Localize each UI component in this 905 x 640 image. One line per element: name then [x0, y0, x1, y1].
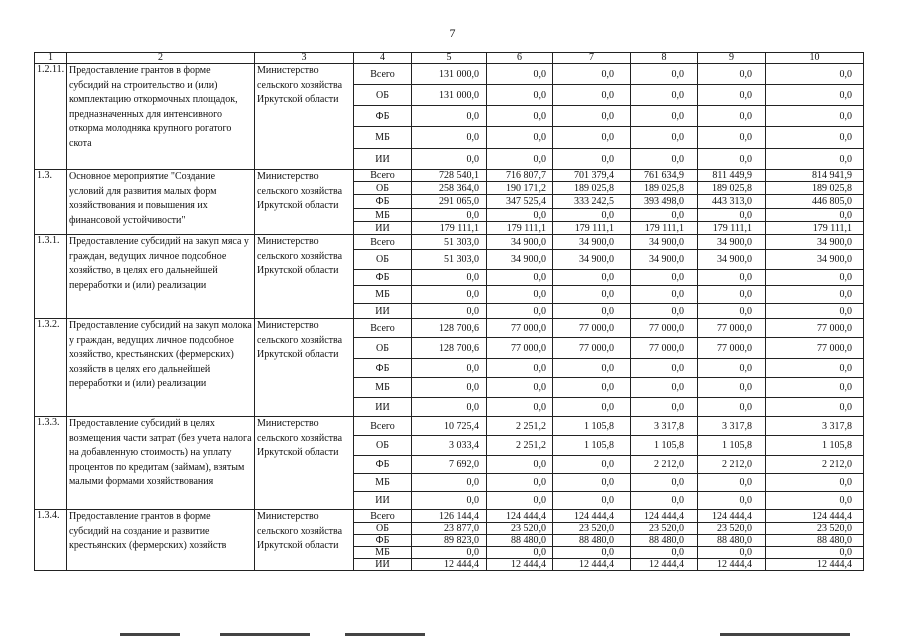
- scan-artifact: [120, 633, 180, 636]
- amount-cell: 51 303,0: [412, 235, 487, 250]
- amount-cell: 3 317,8: [766, 417, 864, 436]
- funding-source: ИИ: [354, 149, 412, 170]
- funding-source: ОБ: [354, 182, 412, 195]
- table-row: [35, 170, 864, 182]
- amount-cell: 0,0: [553, 378, 631, 398]
- amount-cell: 0,0: [698, 270, 766, 286]
- amount-cell: 0,0: [553, 359, 631, 378]
- measure-description: Предоставление грантов в форме субсидий на строительство и (или) комплектацию откормочных площадок, предназначенных для интенсивного откорма молодняка крупного рогатого скота: [67, 64, 255, 170]
- funding-source: Всего: [354, 64, 412, 85]
- amount-cell: 77 000,0: [631, 338, 698, 359]
- amount-cell: 0,0: [487, 209, 553, 222]
- amount-cell: 728 540,1: [412, 170, 487, 182]
- amount-cell: 0,0: [553, 270, 631, 286]
- column-header: 4: [354, 53, 412, 64]
- amount-cell: 189 025,8: [698, 182, 766, 195]
- amount-cell: 0,0: [412, 492, 487, 510]
- amount-cell: 0,0: [412, 270, 487, 286]
- funding-source: ИИ: [354, 304, 412, 319]
- amount-cell: 716 807,7: [487, 170, 553, 182]
- funding-source: ОБ: [354, 436, 412, 456]
- page-number: 7: [449, 26, 456, 40]
- scan-artifact: [345, 633, 425, 636]
- amount-cell: 291 065,0: [412, 195, 487, 209]
- amount-cell: 0,0: [412, 106, 487, 127]
- amount-cell: 12 444,4: [553, 559, 631, 571]
- amount-cell: 1 105,8: [631, 436, 698, 456]
- item-number: 1.3.2.: [35, 319, 67, 417]
- amount-cell: 761 634,9: [631, 170, 698, 182]
- amount-cell: 0,0: [766, 127, 864, 149]
- amount-cell: 0,0: [698, 85, 766, 106]
- amount-cell: 131 000,0: [412, 64, 487, 85]
- amount-cell: 51 303,0: [412, 250, 487, 270]
- amount-cell: 0,0: [487, 456, 553, 474]
- funding-source: ФБ: [354, 195, 412, 209]
- amount-cell: 0,0: [553, 456, 631, 474]
- funding-source: ФБ: [354, 106, 412, 127]
- amount-cell: 0,0: [412, 304, 487, 319]
- amount-cell: 1 105,8: [766, 436, 864, 456]
- responsible-executor: Министерство сельского хозяйства Иркутской области: [255, 510, 354, 571]
- amount-cell: 0,0: [698, 149, 766, 170]
- amount-cell: 0,0: [487, 304, 553, 319]
- amount-cell: 0,0: [631, 149, 698, 170]
- amount-cell: 0,0: [412, 286, 487, 304]
- amount-cell: 0,0: [698, 474, 766, 492]
- amount-cell: 23 520,0: [631, 523, 698, 535]
- amount-cell: 34 900,0: [487, 235, 553, 250]
- amount-cell: 34 900,0: [631, 235, 698, 250]
- amount-cell: 88 480,0: [487, 535, 553, 547]
- amount-cell: 12 444,4: [487, 559, 553, 571]
- amount-cell: 124 444,4: [766, 510, 864, 523]
- amount-cell: 88 480,0: [698, 535, 766, 547]
- column-header: 2: [67, 53, 255, 64]
- amount-cell: 0,0: [487, 492, 553, 510]
- funding-source: Всего: [354, 235, 412, 250]
- amount-cell: 0,0: [553, 492, 631, 510]
- column-header: 10: [766, 53, 864, 64]
- amount-cell: 88 480,0: [631, 535, 698, 547]
- amount-cell: 179 111,1: [487, 222, 553, 235]
- amount-cell: 333 242,5: [553, 195, 631, 209]
- amount-cell: 811 449,9: [698, 170, 766, 182]
- amount-cell: 0,0: [553, 106, 631, 127]
- table-row: [35, 235, 864, 250]
- amount-cell: 0,0: [631, 398, 698, 417]
- amount-cell: 2 251,2: [487, 436, 553, 456]
- responsible-executor: Министерство сельского хозяйства Иркутской области: [255, 319, 354, 417]
- scan-artifact: [720, 633, 850, 636]
- amount-cell: 179 111,1: [766, 222, 864, 235]
- measure-description: Основное мероприятие "Создание условий для развития малых форм хозяйствования и повышения их финансовой устойчивости": [67, 170, 255, 235]
- item-number: 1.3.3.: [35, 417, 67, 510]
- amount-cell: 190 171,2: [487, 182, 553, 195]
- amount-cell: 0,0: [412, 127, 487, 149]
- funding-source: Всего: [354, 319, 412, 338]
- funding-source: Всего: [354, 510, 412, 523]
- funding-source: ИИ: [354, 559, 412, 571]
- amount-cell: 0,0: [412, 378, 487, 398]
- amount-cell: 0,0: [698, 64, 766, 85]
- amount-cell: 0,0: [631, 209, 698, 222]
- amount-cell: 3 317,8: [698, 417, 766, 436]
- amount-cell: 0,0: [698, 304, 766, 319]
- column-header: 9: [698, 53, 766, 64]
- amount-cell: 0,0: [766, 149, 864, 170]
- funding-source: ОБ: [354, 250, 412, 270]
- amount-cell: 0,0: [631, 106, 698, 127]
- amount-cell: 0,0: [487, 398, 553, 417]
- amount-cell: 0,0: [698, 492, 766, 510]
- amount-cell: 34 900,0: [766, 235, 864, 250]
- amount-cell: 814 941,9: [766, 170, 864, 182]
- column-header: 7: [553, 53, 631, 64]
- funding-source: МБ: [354, 127, 412, 149]
- amount-cell: 77 000,0: [487, 319, 553, 338]
- amount-cell: 0,0: [553, 64, 631, 85]
- amount-cell: 124 444,4: [698, 510, 766, 523]
- amount-cell: 12 444,4: [698, 559, 766, 571]
- funding-source: МБ: [354, 286, 412, 304]
- funding-source: ФБ: [354, 270, 412, 286]
- amount-cell: 34 900,0: [487, 250, 553, 270]
- amount-cell: 0,0: [766, 398, 864, 417]
- amount-cell: 34 900,0: [698, 235, 766, 250]
- amount-cell: 0,0: [631, 85, 698, 106]
- column-header-row: [35, 53, 864, 64]
- amount-cell: 77 000,0: [553, 338, 631, 359]
- funding-source: МБ: [354, 209, 412, 222]
- amount-cell: 12 444,4: [766, 559, 864, 571]
- amount-cell: 128 700,6: [412, 338, 487, 359]
- amount-cell: 124 444,4: [553, 510, 631, 523]
- amount-cell: 3 317,8: [631, 417, 698, 436]
- amount-cell: 179 111,1: [631, 222, 698, 235]
- table-row: [35, 64, 864, 85]
- column-header: 8: [631, 53, 698, 64]
- amount-cell: 0,0: [412, 149, 487, 170]
- amount-cell: 126 144,4: [412, 510, 487, 523]
- amount-cell: 34 900,0: [766, 250, 864, 270]
- amount-cell: 77 000,0: [553, 319, 631, 338]
- amount-cell: 88 480,0: [553, 535, 631, 547]
- amount-cell: 0,0: [487, 149, 553, 170]
- column-header: 3: [255, 53, 354, 64]
- amount-cell: 0,0: [631, 304, 698, 319]
- amount-cell: 179 111,1: [698, 222, 766, 235]
- amount-cell: 77 000,0: [766, 319, 864, 338]
- amount-cell: 2 212,0: [766, 456, 864, 474]
- amount-cell: 0,0: [553, 474, 631, 492]
- amount-cell: 7 692,0: [412, 456, 487, 474]
- amount-cell: 23 520,0: [766, 523, 864, 535]
- item-number: 1.3.4.: [35, 510, 67, 571]
- amount-cell: 0,0: [631, 378, 698, 398]
- amount-cell: 34 900,0: [553, 235, 631, 250]
- amount-cell: 0,0: [766, 304, 864, 319]
- funding-source: ОБ: [354, 523, 412, 535]
- amount-cell: 77 000,0: [698, 319, 766, 338]
- amount-cell: 77 000,0: [766, 338, 864, 359]
- amount-cell: 10 725,4: [412, 417, 487, 436]
- amount-cell: 0,0: [631, 64, 698, 85]
- table-body: [35, 53, 864, 571]
- amount-cell: 393 498,0: [631, 195, 698, 209]
- funding-source: ФБ: [354, 535, 412, 547]
- amount-cell: 0,0: [698, 106, 766, 127]
- amount-cell: 0,0: [766, 64, 864, 85]
- amount-cell: 443 313,0: [698, 195, 766, 209]
- responsible-executor: Министерство сельского хозяйства Иркутской области: [255, 235, 354, 319]
- measure-description: Предоставление субсидий в целях возмещения части затрат (без учета налога на добавленную стоимость) на уплату процентов по кредитам (займам), взятым малыми формами хозяйствования: [67, 417, 255, 510]
- funding-source: ИИ: [354, 492, 412, 510]
- column-header: 6: [487, 53, 553, 64]
- amount-cell: 0,0: [487, 270, 553, 286]
- amount-cell: 34 900,0: [553, 250, 631, 270]
- amount-cell: 23 520,0: [487, 523, 553, 535]
- column-header: 5: [412, 53, 487, 64]
- amount-cell: 0,0: [553, 149, 631, 170]
- amount-cell: 0,0: [766, 85, 864, 106]
- funding-source: МБ: [354, 378, 412, 398]
- amount-cell: 0,0: [553, 209, 631, 222]
- amount-cell: 258 364,0: [412, 182, 487, 195]
- amount-cell: 128 700,6: [412, 319, 487, 338]
- item-number: 1.3.: [35, 170, 67, 235]
- amount-cell: 0,0: [766, 286, 864, 304]
- funding-source: ОБ: [354, 338, 412, 359]
- amount-cell: 0,0: [766, 359, 864, 378]
- amount-cell: 89 823,0: [412, 535, 487, 547]
- funding-source: ФБ: [354, 456, 412, 474]
- amount-cell: 23 520,0: [553, 523, 631, 535]
- amount-cell: 0,0: [487, 106, 553, 127]
- funding-source: МБ: [354, 474, 412, 492]
- amount-cell: 0,0: [631, 492, 698, 510]
- funding-source: Всего: [354, 170, 412, 182]
- responsible-executor: Министерство сельского хозяйства Иркутской области: [255, 64, 354, 170]
- amount-cell: 131 000,0: [412, 85, 487, 106]
- amount-cell: 446 805,0: [766, 195, 864, 209]
- amount-cell: 12 444,4: [412, 559, 487, 571]
- amount-cell: 0,0: [553, 286, 631, 304]
- amount-cell: 0,0: [487, 64, 553, 85]
- amount-cell: 0,0: [631, 474, 698, 492]
- item-number: 1.3.1.: [35, 235, 67, 319]
- amount-cell: 189 025,8: [553, 182, 631, 195]
- amount-cell: 0,0: [553, 547, 631, 559]
- amount-cell: 0,0: [766, 547, 864, 559]
- amount-cell: 0,0: [487, 127, 553, 149]
- amount-cell: 0,0: [553, 398, 631, 417]
- amount-cell: 2 212,0: [631, 456, 698, 474]
- amount-cell: 701 379,4: [553, 170, 631, 182]
- amount-cell: 0,0: [631, 547, 698, 559]
- amount-cell: 1 105,8: [553, 417, 631, 436]
- scan-artifact: [220, 633, 310, 636]
- measure-description: Предоставление субсидий на закуп молока у граждан, ведущих личное подсобное хозяйство, крестьянских (фермерских) хозяйств в целях его дальнейшей переработки и (или) реализации: [67, 319, 255, 417]
- amount-cell: 124 444,4: [631, 510, 698, 523]
- amount-cell: 23 877,0: [412, 523, 487, 535]
- amount-cell: 23 520,0: [698, 523, 766, 535]
- table-row: [35, 319, 864, 338]
- table-row: [35, 417, 864, 436]
- amount-cell: 88 480,0: [766, 535, 864, 547]
- table-row: [35, 510, 864, 523]
- amount-cell: 0,0: [698, 359, 766, 378]
- amount-cell: 34 900,0: [698, 250, 766, 270]
- responsible-executor: Министерство сельского хозяйства Иркутской области: [255, 170, 354, 235]
- amount-cell: 0,0: [631, 127, 698, 149]
- funding-source: Всего: [354, 417, 412, 436]
- amount-cell: 0,0: [698, 127, 766, 149]
- amount-cell: 0,0: [412, 547, 487, 559]
- measure-description: Предоставление субсидий на закуп мяса у граждан, ведущих личное подсобное хозяйство, в целях его дальнейшей переработки и (или) реализации: [67, 235, 255, 319]
- funding-source: ОБ: [354, 85, 412, 106]
- amount-cell: 0,0: [631, 359, 698, 378]
- amount-cell: 0,0: [487, 286, 553, 304]
- amount-cell: 0,0: [412, 209, 487, 222]
- responsible-executor: Министерство сельского хозяйства Иркутской области: [255, 417, 354, 510]
- amount-cell: 0,0: [631, 270, 698, 286]
- amount-cell: 0,0: [487, 474, 553, 492]
- amount-cell: 1 105,8: [553, 436, 631, 456]
- measure-description: Предоставление грантов в форме субсидий на создание и развитие крестьянских (фермерских) хозяйств: [67, 510, 255, 571]
- amount-cell: 0,0: [766, 378, 864, 398]
- amount-cell: 0,0: [698, 378, 766, 398]
- amount-cell: 77 000,0: [631, 319, 698, 338]
- amount-cell: 2 251,2: [487, 417, 553, 436]
- amount-cell: 0,0: [766, 209, 864, 222]
- amount-cell: 0,0: [698, 547, 766, 559]
- item-number: 1.2.11.: [35, 64, 67, 170]
- amount-cell: 0,0: [553, 127, 631, 149]
- amount-cell: 0,0: [553, 85, 631, 106]
- amount-cell: 0,0: [412, 398, 487, 417]
- amount-cell: 0,0: [553, 304, 631, 319]
- funding-source: ФБ: [354, 359, 412, 378]
- amount-cell: 0,0: [698, 209, 766, 222]
- amount-cell: 189 025,8: [631, 182, 698, 195]
- amount-cell: 0,0: [766, 474, 864, 492]
- amount-cell: 34 900,0: [631, 250, 698, 270]
- amount-cell: 0,0: [698, 286, 766, 304]
- amount-cell: 0,0: [766, 106, 864, 127]
- funding-source: ИИ: [354, 398, 412, 417]
- amount-cell: 1 105,8: [698, 436, 766, 456]
- amount-cell: 0,0: [412, 474, 487, 492]
- amount-cell: 179 111,1: [553, 222, 631, 235]
- amount-cell: 0,0: [766, 270, 864, 286]
- amount-cell: 12 444,4: [631, 559, 698, 571]
- amount-cell: 0,0: [766, 492, 864, 510]
- amount-cell: 0,0: [487, 359, 553, 378]
- amount-cell: 77 000,0: [487, 338, 553, 359]
- amount-cell: 77 000,0: [698, 338, 766, 359]
- budget-table: [34, 52, 864, 571]
- amount-cell: 0,0: [487, 85, 553, 106]
- amount-cell: 0,0: [631, 286, 698, 304]
- amount-cell: 189 025,8: [766, 182, 864, 195]
- funding-source: МБ: [354, 547, 412, 559]
- amount-cell: 124 444,4: [487, 510, 553, 523]
- amount-cell: 0,0: [487, 547, 553, 559]
- amount-cell: 0,0: [698, 398, 766, 417]
- amount-cell: 2 212,0: [698, 456, 766, 474]
- amount-cell: 0,0: [487, 378, 553, 398]
- amount-cell: 0,0: [412, 359, 487, 378]
- funding-source: ИИ: [354, 222, 412, 235]
- amount-cell: 179 111,1: [412, 222, 487, 235]
- column-header: 1: [35, 53, 67, 64]
- amount-cell: 347 525,4: [487, 195, 553, 209]
- amount-cell: 3 033,4: [412, 436, 487, 456]
